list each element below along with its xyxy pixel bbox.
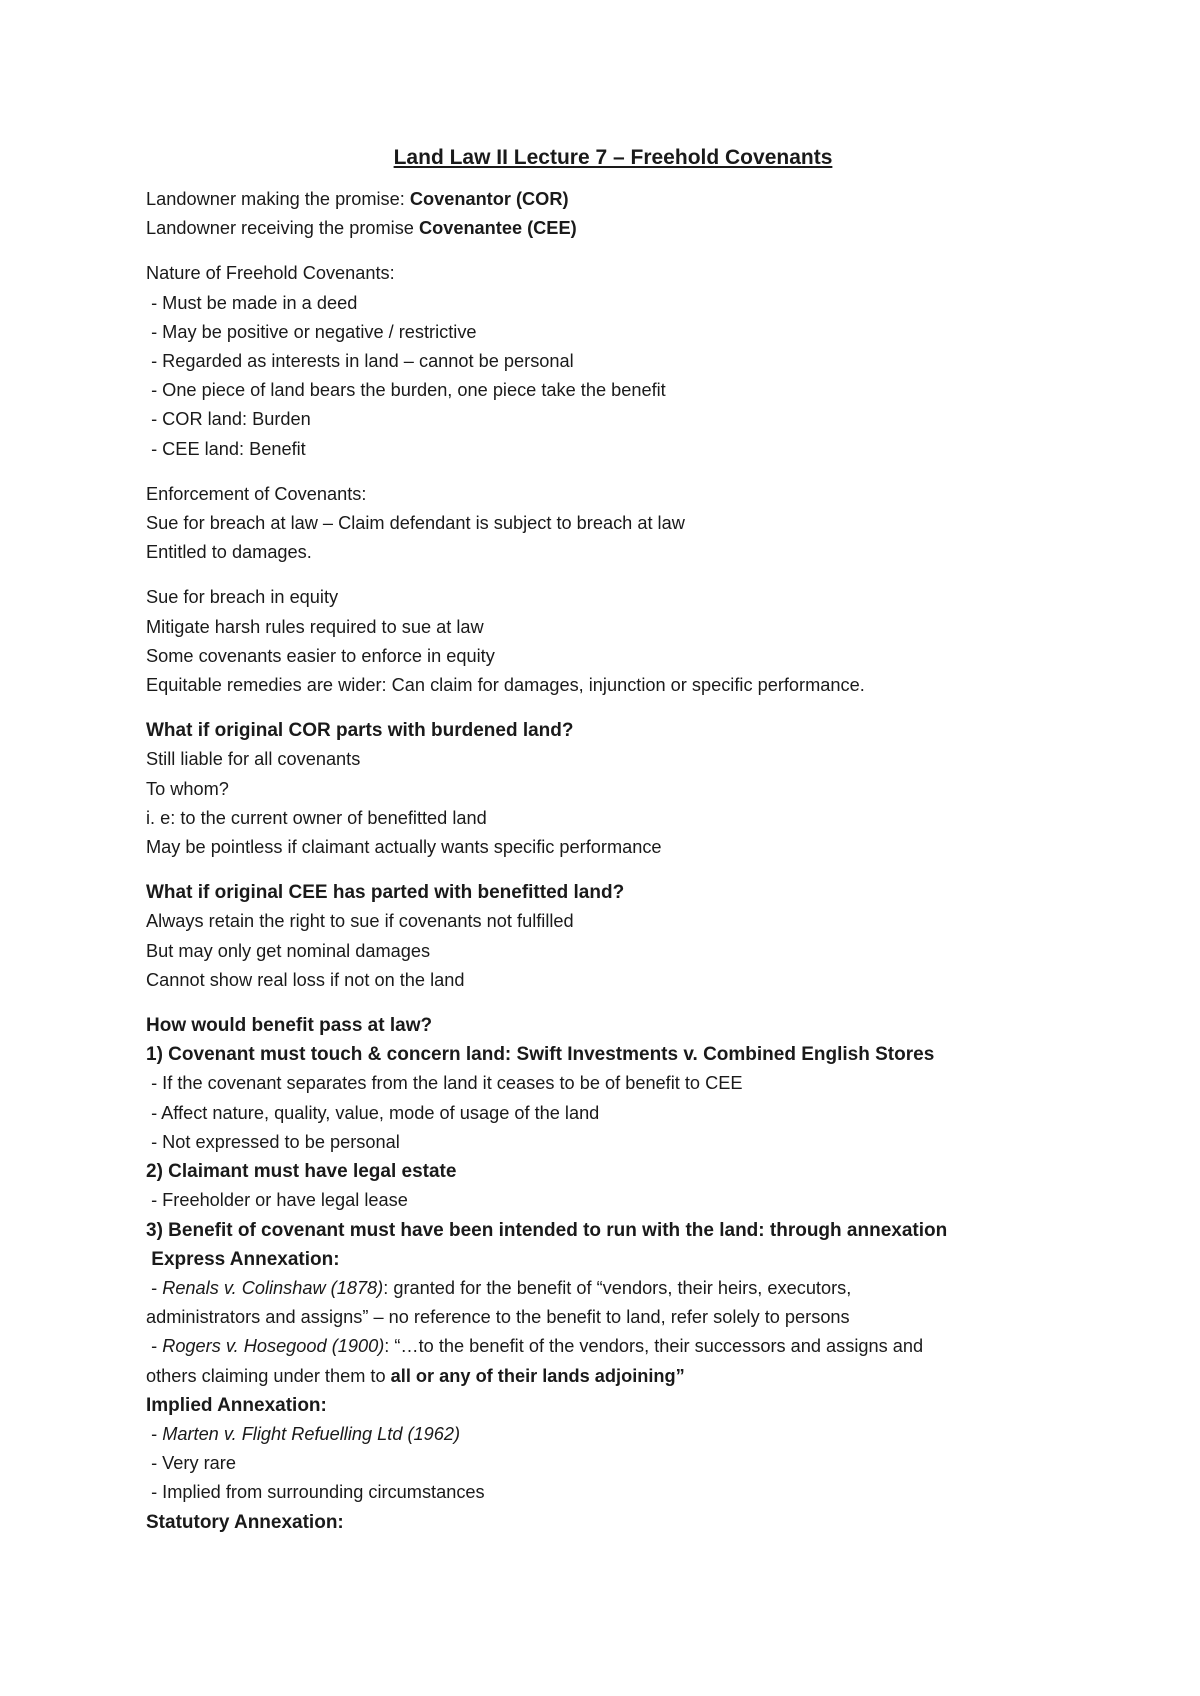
renals-case-line [146,1274,1060,1303]
cee-term: Covenantee (CEE) [418,218,577,239]
enforcement-law-line: Entitled to damages. [146,542,312,563]
cor-parts-line: To whom? [146,778,229,799]
cee-parts-line: But may only get nominal damages [146,940,431,961]
cor-parts-line: Still liable for all covenants [146,749,361,770]
cor-term: Covenantor (COR) [409,189,569,209]
cee-definition-label: Landowner receiving the promise [146,218,419,239]
enforcement-equity-line: Sue for breach in equity [146,587,339,608]
cor-parts-line: i. e: to the current owner of benefitted land [146,807,487,828]
enforcement-heading: Enforcement of Covenants: [146,483,367,504]
nature-item: - Regarded as interests in land – cannot be personal [146,351,574,372]
enforcement-equity-line: Some covenants easier to enforce in equity [146,645,495,666]
rogers-case-text: : “…to the benefit of the vendors, their successors and assigns and [384,1336,924,1357]
cor-definition-label: Landowner making the promise: [146,189,410,209]
implied-annexation-heading: Implied Annexation: [146,1394,327,1416]
rule-1-item: - If the covenant separates from the land it ceases to be of benefit to CEE [146,1073,743,1094]
nature-item: - Must be made in a deed [146,292,358,313]
renals-case-name: Renals v. Colinshaw (1878) [162,1277,384,1298]
marten-case-name: Marten v. Flight Refuelling Ltd (1962) [162,1423,461,1444]
enforcement-law-line: Sue for breach at law – Claim defendant is subject to breach at law [146,513,685,534]
rogers-case-continuation [146,1362,1060,1391]
nature-item: - CEE land: Benefit [146,438,306,459]
rogers-case-line [146,1332,1060,1361]
nature-item: - May be positive or negative / restrictive [146,321,477,342]
rogers-case-name: Rogers v. Hosegood (1900) [162,1336,385,1357]
enforcement-equity-line: Mitigate harsh rules required to sue at law [146,616,484,637]
express-annexation-heading: Express Annexation: [146,1248,340,1270]
statutory-annexation-heading: Statutory Annexation: [146,1511,344,1533]
document-title: Land Law II Lecture 7 – Freehold Covenants [393,146,833,169]
rogers-continuation-text: others claiming under them to [146,1365,391,1386]
cee-parts-line: Always retain the right to sue if covenants not fulfilled [146,911,574,932]
implied-item: - Very rare [146,1453,236,1474]
implied-item: - Implied from surrounding circumstances [146,1482,485,1503]
renals-case-text: : granted for the benefit of “vendors, their heirs, executors, [383,1277,852,1298]
benefit-law-heading: How would benefit pass at law? [146,1015,433,1037]
rule-1-heading: 1) Covenant must touch & concern land: Swift Investments v. Combined English Stores [146,1044,935,1066]
bullet-prefix: - [146,1277,163,1298]
rule-1-item: - Not expressed to be personal [146,1131,400,1152]
cor-parts-line: May be pointless if claimant actually wants specific performance [146,837,662,858]
marten-case-line [146,1420,1060,1449]
rule-2-heading: 2) Claimant must have legal estate [146,1161,457,1183]
cor-parts-heading: What if original COR parts with burdened land? [146,720,574,742]
cor-definition [146,185,1060,214]
cee-definition [146,214,1060,243]
bullet-prefix: - [146,1423,163,1444]
rule-1-item: - Affect nature, quality, value, mode of usage of the land [146,1102,600,1123]
rule-3-heading: 3) Benefit of covenant must have been intended to run with the land: through annexation [146,1219,948,1241]
cee-parts-line: Cannot show real loss if not on the land [146,969,465,990]
nature-item: - COR land: Burden [146,409,311,430]
rule-2-item: - Freeholder or have legal lease [146,1190,408,1211]
enforcement-equity-line: Equitable remedies are wider: Can claim for damages, injunction or specific performance. [146,675,865,696]
cee-parts-heading: What if original CEE has parted with benefitted land? [146,882,625,904]
renals-case-continuation: administrators and assigns” – no reference to the benefit to land, refer solely to persons [146,1307,850,1328]
rogers-continuation-emphasis: all or any of their lands adjoining” [390,1365,685,1386]
nature-item: - One piece of land bears the burden, one piece take the benefit [146,380,666,401]
nature-heading: Nature of Freehold Covenants: [146,263,395,284]
bullet-prefix: - [146,1336,163,1357]
